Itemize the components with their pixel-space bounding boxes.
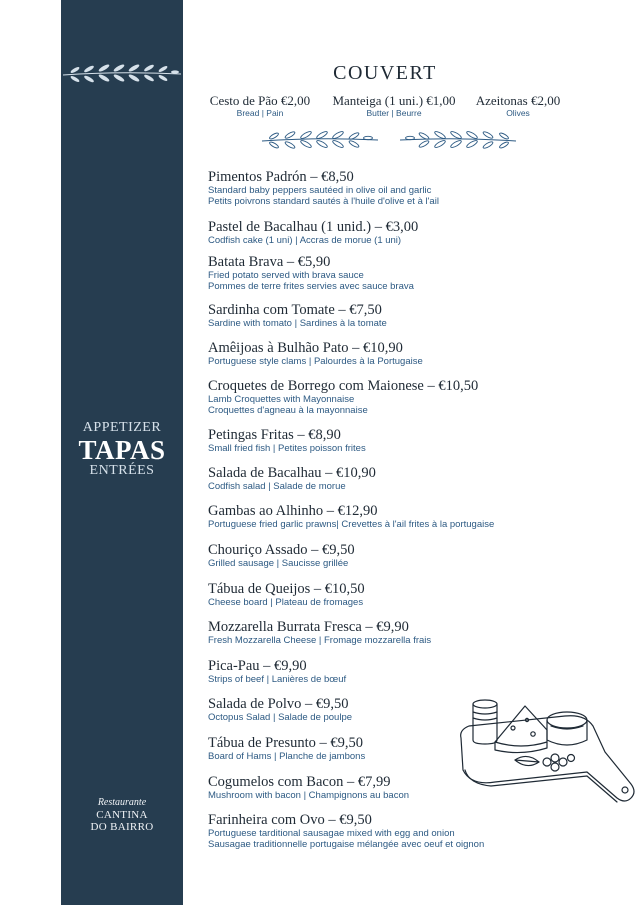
menu-item-name: Batata Brava – €5,90 [208, 254, 331, 270]
menu-item [208, 774, 409, 801]
menu-item-name: Tábua de Queijos – €10,50 [208, 581, 365, 597]
couvert-item-translation: Olives [506, 108, 530, 118]
menu-item-name: Pastel de Bacalhau (1 unid.) – €3,00 [208, 219, 419, 235]
menu-item [208, 340, 423, 367]
menu-item-desc: Portuguese style clams | Palourdes à la Portugaise [208, 356, 423, 367]
menu-item-name: Sardinha com Tomate – €7,50 [208, 302, 382, 318]
menu-item-desc: Cheese board | Plateau de fromages [208, 597, 364, 608]
laurel-branch-icon [258, 128, 382, 154]
menu-item-name: Salada de Bacalhau – €10,90 [208, 465, 376, 481]
menu-item-desc: Codfish salad | Salade de morue [208, 481, 346, 492]
menu-item [208, 735, 365, 762]
menu-item [208, 696, 352, 723]
couvert-title: COUVERT [333, 62, 437, 84]
menu-item-name: Tábua de Presunto – €9,50 [208, 735, 364, 751]
couvert-item-name: Cesto de Pão €2,00 [209, 93, 311, 108]
menu-item [208, 465, 376, 492]
menu-item-desc: Board of Hams | Planche de jambons [208, 751, 366, 762]
menu-item [208, 581, 365, 608]
menu-item-desc: Portuguese tarditional sausagae mixed with egg and onion [208, 828, 455, 839]
couvert-item [326, 93, 462, 118]
menu-item-desc: Mushroom with bacon | Champignons au bacon [208, 790, 410, 801]
menu-item-name: Amêijoas à Bulhão Pato – €10,90 [208, 340, 403, 356]
menu-item-desc: Fresh Mozzarella Cheese | Fromage mozzarella frais [208, 635, 432, 646]
menu-item-name: Croquetes de Borrego com Maionese – €10,50 [208, 378, 479, 394]
menu-item-name: Gambas ao Alhinho – €12,90 [208, 503, 378, 519]
menu-item-name: Petingas Fritas – €8,90 [208, 427, 341, 443]
couvert-item-name: Manteiga (1 uni.) €1,00 [332, 93, 456, 108]
menu-item-desc: Octopus Salad | Salade de poulpe [208, 712, 353, 723]
brand-line1: CANTINA [96, 809, 148, 821]
couvert-item-translation: Butter | Beurre [366, 108, 422, 118]
menu-item-desc: Strips of beef | Lanières de bœuf [208, 674, 347, 685]
menu-item-desc: Sausagae traditionnelle portugaise mélangée avec oeuf et oignon [208, 839, 485, 850]
menu-item-name: Pica-Pau – €9,90 [208, 658, 307, 674]
menu-item-name: Cogumelos com Bacon – €7,99 [208, 774, 391, 790]
menu-item [208, 658, 346, 685]
couvert-item [204, 93, 316, 118]
menu-item [208, 619, 431, 646]
menu-item-name: Chouriço Assado – €9,50 [208, 542, 355, 558]
menu-item-name: Farinheira com Ovo – €9,50 [208, 812, 372, 828]
menu-item [208, 378, 478, 416]
restaurant-logo [61, 797, 183, 833]
menu-item [208, 542, 355, 569]
sidebar [61, 0, 183, 905]
menu-item-desc: Standard baby peppers sautéed in olive oil and garlic [208, 185, 432, 196]
menu-item [208, 503, 494, 530]
menu-item [208, 302, 387, 329]
menu-item-desc: Portuguese fried garlic prawns| Crevettes à l'ail frites à la portugaise [208, 519, 495, 530]
menu-item-desc: Pommes de terre frites servies avec sauce brava [208, 281, 414, 292]
couvert-item [470, 93, 566, 118]
menu-item-name: Pimentos Padrón – €8,50 [208, 169, 354, 185]
menu-item-desc: Grilled sausage | Saucisse grillée [208, 558, 349, 569]
menu-item-desc: Petits poivrons standard sautés à l'huile d'olive et à l'ail [208, 196, 439, 207]
menu-item [208, 812, 484, 850]
section-title-line1: APPETIZER [82, 420, 162, 435]
menu-item-desc: Fried potato served with brava sauce [208, 270, 364, 281]
menu-item [208, 254, 414, 292]
section-title-line2: TAPAS [78, 435, 166, 465]
couvert-item-name: Azeitonas €2,00 [475, 93, 561, 108]
couvert-item-translation: Bread | Pain [236, 108, 284, 118]
cheese-board-illustration [455, 690, 637, 815]
brand-line2: DO BAIRRO [90, 821, 154, 833]
menu-item-name: Mozzarella Burrata Fresca – €9,90 [208, 619, 409, 635]
menu-item-desc: Small fried fish | Petites poisson frites [208, 443, 366, 454]
section-title [61, 420, 183, 478]
menu-item-desc: Codfish cake (1 uni) | Accras de morue (1 uni) [208, 235, 402, 246]
laurel-branch-icon [61, 60, 183, 90]
laurel-branch-icon [396, 128, 520, 154]
menu-item-desc: Croquettes d'agneau à la mayonnaise [208, 405, 368, 416]
menu-item [208, 427, 366, 454]
section-title-line3: ENTRÉES [89, 463, 155, 478]
menu-item [208, 169, 439, 207]
menu-item-name: Salada de Polvo – €9,50 [208, 696, 349, 712]
menu-item-desc: Sardine with tomato | Sardines à la tomate [208, 318, 387, 329]
menu-item-desc: Lamb Croquettes with Mayonnaise [208, 394, 355, 405]
menu-item [208, 219, 418, 246]
brand-script: Restaurante [97, 797, 147, 808]
